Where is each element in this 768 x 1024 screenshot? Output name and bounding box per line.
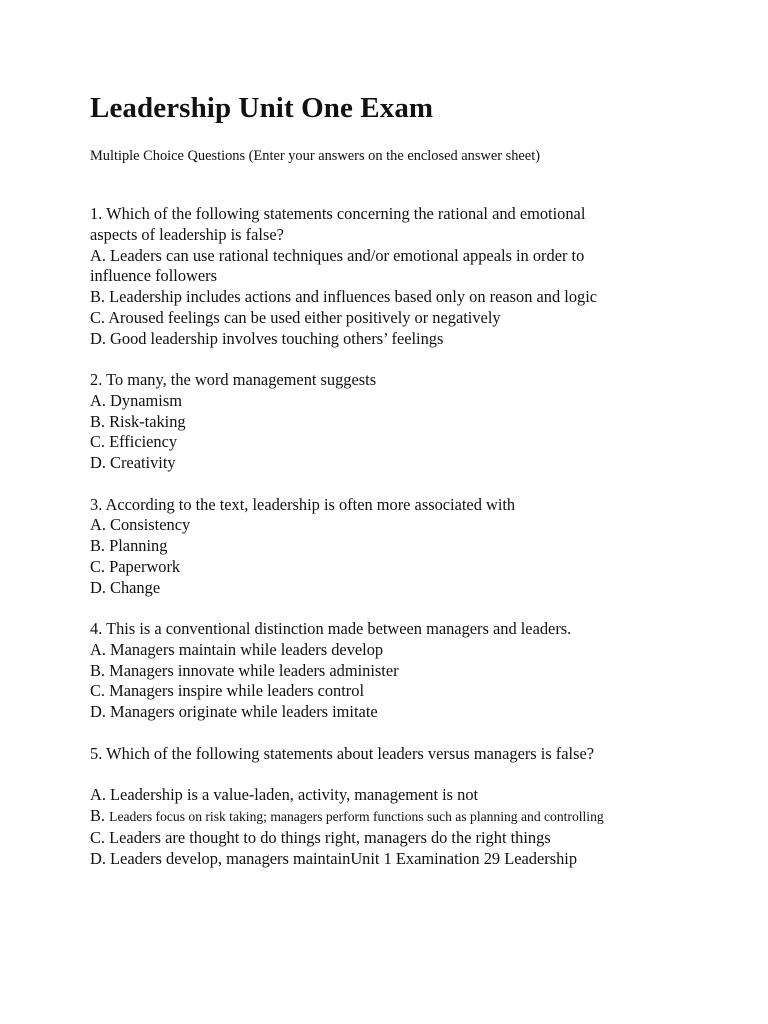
answer-option-c: C. Paperwork: [90, 556, 181, 576]
answer-option-c: C. Efficiency: [90, 432, 178, 452]
page-title: Leadership Unit One Exam: [90, 92, 434, 124]
question-1: [90, 204, 690, 350]
answer-option-b: B. Managers innovate while leaders administer: [90, 660, 399, 680]
blank-line: [90, 764, 690, 785]
answer-option-b: B. Risk-taking: [90, 411, 186, 431]
question-stem: 2. To many, the word management suggests: [90, 370, 377, 390]
question-4: [90, 619, 690, 723]
question-stem: 3. According to the text, leadership is often more associated with: [90, 494, 516, 514]
question-stem: 5. Which of the following statements about leaders versus managers is false?: [90, 743, 595, 763]
answer-option-a: A. Managers maintain while leaders develop: [90, 639, 384, 659]
answer-option-a: influence followers: [90, 266, 217, 286]
question-list: [90, 204, 690, 890]
answer-option-d: D. Good leadership involves touching others’ feelings: [90, 328, 444, 348]
question-stem: aspects of leadership is false?: [90, 224, 284, 244]
answer-option-d: D. Change: [90, 577, 161, 597]
answer-option-c: C. Aroused feelings can be used either positively or negatively: [90, 307, 501, 327]
answer-option-text: Leaders focus on risk taking; managers perform functions such as planning and controlling: [109, 808, 604, 824]
question-stem: 4. This is a conventional distinction made between managers and leaders.: [90, 619, 572, 639]
question-3: [90, 495, 690, 599]
answer-option-d: D. Managers originate while leaders imitate: [90, 702, 378, 722]
answer-option-c: C. Managers inspire while leaders control: [90, 681, 365, 701]
answer-option-b: [90, 806, 690, 828]
answer-option-b: B. Leadership includes actions and influences based only on reason and logic: [90, 287, 598, 307]
question-stem: 1. Which of the following statements concerning the rational and emotional: [90, 204, 586, 223]
answer-option-c: C. Leaders are thought to do things right, managers do the right things: [90, 827, 551, 847]
answer-option-d: D. Creativity: [90, 453, 176, 473]
question-2: [90, 370, 690, 474]
question-5: [90, 744, 690, 870]
answer-option-b: B. Planning: [90, 536, 168, 556]
answer-option-a: A. Dynamism: [90, 390, 182, 410]
page-subtitle: Multiple Choice Questions (Enter your answers on the enclosed answer sheet): [90, 148, 540, 164]
answer-option-a: A. Leadership is a value-laden, activity, management is not: [90, 785, 479, 805]
answer-option-d: D. Leaders develop, managers maintainUnit 1 Examination 29 Leadership: [90, 848, 578, 868]
answer-option-a: A. Leaders can use rational techniques and/or emotional appeals in order to: [90, 245, 585, 265]
answer-option-letter: B.: [90, 805, 110, 825]
answer-option-a: A. Consistency: [90, 515, 191, 535]
